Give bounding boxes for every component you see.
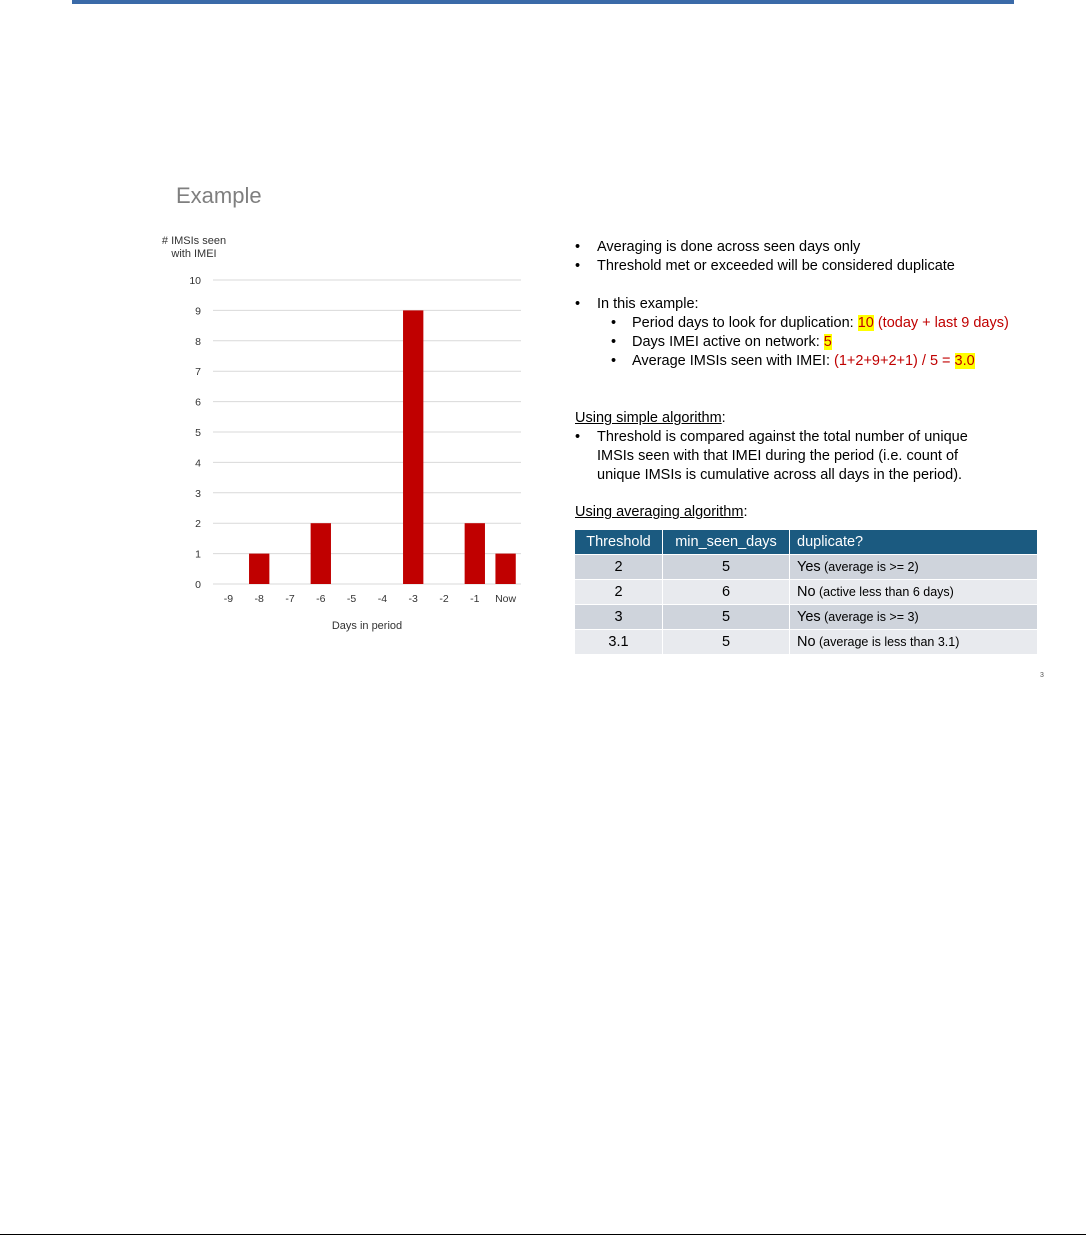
bullet-example-text: In this example:	[597, 296, 699, 312]
active-days-label: Days IMEI active on network:	[632, 334, 824, 350]
cell-duplicate	[790, 580, 1038, 605]
header-duplicate: duplicate?	[790, 530, 1038, 555]
table-row	[575, 555, 1038, 580]
x-tick-label: -2	[439, 593, 449, 605]
y-axis-label: with IMEI	[171, 248, 217, 260]
averaging-algorithm-heading	[575, 504, 747, 520]
y-tick-label: 0	[195, 579, 201, 591]
bar	[249, 554, 269, 584]
x-tick-label: -9	[223, 593, 234, 605]
sub-bullet-active-days	[575, 333, 1055, 352]
y-tick-label: 4	[195, 457, 201, 470]
period-label: Period days to look for duplication:	[632, 315, 858, 331]
x-tick-label: -1	[470, 593, 480, 605]
table-row	[575, 580, 1038, 605]
averaging-heading-colon: :	[743, 504, 748, 520]
sub-bullet-period	[575, 314, 1055, 333]
simple-algorithm-text: Threshold is compared against the total number of unique IMSIs seen with that IMEI during the period (i.e. count of unique IMSIs is cumulative across all days in the period).	[597, 429, 968, 483]
y-tick-label: 2	[195, 518, 201, 531]
simple-heading-text: Using simple algorithm	[575, 410, 722, 426]
bar	[311, 523, 331, 584]
top-accent-rule	[72, 0, 1014, 4]
bar	[465, 523, 485, 584]
bullet-example	[575, 295, 1055, 314]
x-tick-label: -5	[346, 593, 357, 605]
period-note: (today + last 9 days)	[873, 315, 1009, 331]
average-formula: (1+2+9+2+1) / 5 =	[834, 353, 955, 369]
x-tick-label: -8	[254, 593, 264, 605]
bar	[495, 554, 515, 584]
y-tick-label: 7	[195, 366, 201, 379]
cell-min-seen-days: 5	[663, 605, 790, 630]
bullet-averaging	[575, 238, 1055, 257]
simple-algorithm-heading	[575, 409, 1055, 428]
cell-note: (active less than 6 days)	[815, 585, 954, 599]
y-tick-label: 6	[195, 396, 201, 409]
y-tick-label: 10	[189, 275, 201, 287]
sub-bullet-average	[575, 352, 1055, 371]
cell-min-seen-days: 6	[663, 580, 790, 605]
bullet-averaging-text: Averaging is done across seen days only	[597, 239, 861, 255]
bullet-threshold-text: Threshold met or exceeded will be considered duplicate	[597, 258, 955, 274]
bar-chart-svg	[140, 226, 530, 641]
averaging-results-table	[574, 529, 1038, 655]
x-tick-label: -3	[408, 593, 418, 605]
cell-result: Yes	[797, 559, 821, 575]
averaging-heading-text: Using averaging algorithm	[575, 504, 744, 520]
cell-duplicate	[790, 605, 1038, 630]
cell-threshold: 2	[575, 580, 663, 605]
y-tick-label: 1	[195, 548, 201, 561]
cell-note: (average is >= 2)	[820, 560, 919, 574]
y-tick-label: 9	[195, 305, 201, 318]
cell-note: (average is >= 3)	[820, 610, 919, 624]
y-tick-label: 3	[195, 487, 201, 500]
average-value: 3.0	[954, 353, 975, 369]
cell-threshold: 3	[575, 605, 663, 630]
explanation-text	[575, 238, 1055, 485]
y-tick-label: 5	[195, 427, 201, 439]
page-number: 3	[1040, 672, 1044, 679]
bar	[403, 310, 423, 584]
bullet-simple-algorithm	[575, 428, 997, 485]
x-tick-label: -7	[285, 593, 295, 605]
cell-result: Yes	[797, 609, 821, 625]
bullet-threshold	[575, 257, 1055, 276]
table-header-row	[575, 530, 1038, 555]
active-days-value: 5	[823, 334, 832, 350]
x-tick-label: -4	[377, 593, 388, 605]
cell-threshold: 3.1	[575, 630, 663, 655]
x-tick-label: Now	[495, 593, 517, 605]
header-min-seen-days: min_seen_days	[663, 530, 790, 555]
table-row	[575, 630, 1038, 655]
x-axis-label: Days in period	[331, 620, 403, 632]
table-row	[575, 605, 1038, 630]
header-threshold: Threshold	[575, 530, 663, 555]
cell-result: No	[797, 634, 816, 650]
period-value: 10	[857, 315, 874, 331]
y-tick-label: 8	[195, 335, 201, 348]
bottom-rule	[0, 1234, 1086, 1235]
cell-note: (average is less than 3.1)	[815, 635, 960, 649]
simple-heading-colon: :	[721, 410, 726, 426]
average-label: Average IMSIs seen with IMEI:	[632, 353, 835, 369]
x-tick-label: -6	[316, 593, 326, 605]
cell-duplicate	[790, 555, 1038, 580]
cell-threshold: 2	[575, 555, 663, 580]
cell-min-seen-days: 5	[663, 555, 790, 580]
cell-duplicate	[790, 630, 1038, 655]
y-axis-label: # IMSIs seen	[161, 235, 227, 247]
bar-chart	[140, 226, 530, 646]
cell-result: No	[797, 584, 816, 600]
slide-title: Example	[176, 183, 262, 208]
cell-min-seen-days: 5	[663, 630, 790, 655]
